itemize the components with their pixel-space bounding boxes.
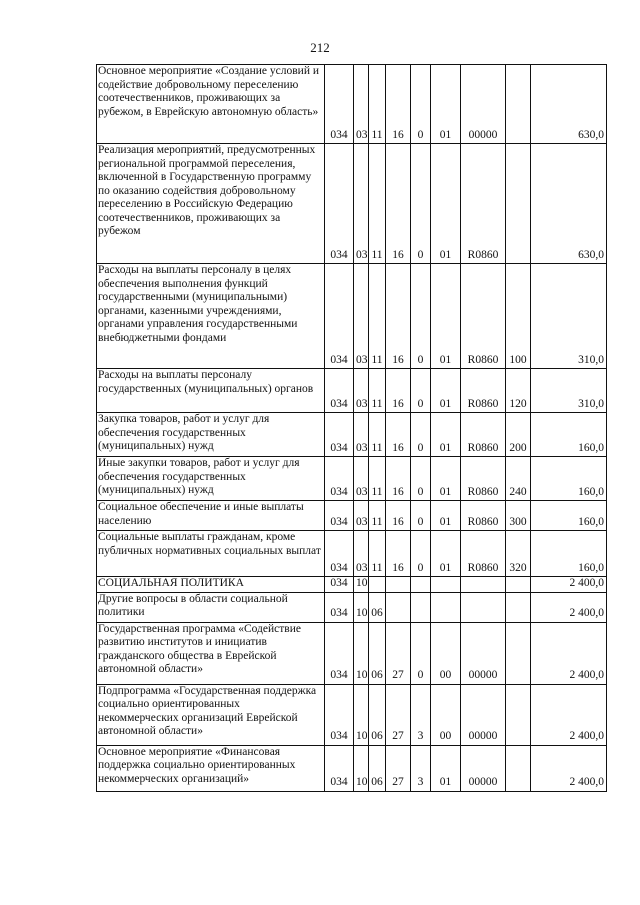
program-code-cell bbox=[386, 577, 411, 593]
ministry-code-cell: 034 bbox=[325, 65, 354, 144]
program-code-cell: 16 bbox=[386, 144, 411, 264]
item-name-cell: Закупка товаров, работ и услуг для обеспечения государственных (муниципальных) нужд bbox=[97, 413, 325, 457]
subprogram-code-cell: 0 bbox=[411, 369, 431, 413]
direction-code-cell bbox=[461, 592, 506, 622]
item-name-cell: Реализация мероприятий, предусмотренных региональной программой переселения, включенной в Государственную программу по оказанию содействия добровольному переселению в Российскую Федерацию соотечественников, проживающих за рубежом bbox=[97, 144, 325, 264]
event-code-cell: 01 bbox=[431, 65, 461, 144]
program-code-cell: 27 bbox=[386, 745, 411, 791]
subprogram-code-cell: 0 bbox=[411, 144, 431, 264]
subsection-cell: 06 bbox=[369, 592, 386, 622]
item-name-cell: Социальные выплаты гражданам, кроме публичных нормативных социальных выплат bbox=[97, 531, 325, 577]
expense-type-cell: 120 bbox=[506, 369, 531, 413]
subprogram-code-cell bbox=[411, 592, 431, 622]
item-name-cell: Основное мероприятие «Финансовая поддержка социально ориентированных некоммерческих организаций» bbox=[97, 745, 325, 791]
subprogram-code-cell: 3 bbox=[411, 745, 431, 791]
subsection-cell: 06 bbox=[369, 745, 386, 791]
ministry-code-cell: 034 bbox=[325, 531, 354, 577]
subprogram-code-cell: 3 bbox=[411, 684, 431, 745]
amount-cell: 160,0 bbox=[531, 531, 607, 577]
section-cell: 03 bbox=[354, 369, 369, 413]
ministry-code-cell: 034 bbox=[325, 457, 354, 501]
table-row bbox=[97, 65, 607, 144]
item-name-cell: Расходы на выплаты персоналу в целях обеспечения выполнения функций государственными (муниципальными) органами, казенными учреждениями, органами управления государственными внебюджетными фондами bbox=[97, 264, 325, 369]
table-row bbox=[97, 501, 607, 531]
subsection-cell: 11 bbox=[369, 531, 386, 577]
amount-cell: 160,0 bbox=[531, 501, 607, 531]
direction-code-cell: R0860 bbox=[461, 369, 506, 413]
subsection-cell: 11 bbox=[369, 264, 386, 369]
item-name-cell: Другие вопросы в области социальной политики bbox=[97, 592, 325, 622]
table-row bbox=[97, 369, 607, 413]
event-code-cell: 01 bbox=[431, 531, 461, 577]
direction-code-cell: 00000 bbox=[461, 684, 506, 745]
ministry-code-cell: 034 bbox=[325, 684, 354, 745]
program-code-cell: 16 bbox=[386, 501, 411, 531]
subprogram-code-cell: 0 bbox=[411, 501, 431, 531]
table-row bbox=[97, 684, 607, 745]
table-row bbox=[97, 264, 607, 369]
ministry-code-cell: 034 bbox=[325, 264, 354, 369]
expense-type-cell bbox=[506, 577, 531, 593]
subprogram-code-cell: 0 bbox=[411, 457, 431, 501]
table-row bbox=[97, 592, 607, 622]
program-code-cell: 16 bbox=[386, 457, 411, 501]
amount-cell: 2 400,0 bbox=[531, 577, 607, 593]
item-name-cell: СОЦИАЛЬНАЯ ПОЛИТИКА bbox=[97, 577, 325, 593]
table-row bbox=[97, 622, 607, 684]
expense-type-cell bbox=[506, 684, 531, 745]
subsection-cell: 06 bbox=[369, 622, 386, 684]
event-code-cell: 01 bbox=[431, 745, 461, 791]
section-cell: 03 bbox=[354, 457, 369, 501]
item-name-cell: Иные закупки товаров, работ и услуг для обеспечения государственных (муниципальных) нужд bbox=[97, 457, 325, 501]
subprogram-code-cell: 0 bbox=[411, 413, 431, 457]
section-cell: 03 bbox=[354, 413, 369, 457]
table-body bbox=[97, 65, 607, 792]
program-code-cell: 16 bbox=[386, 413, 411, 457]
direction-code-cell: 00000 bbox=[461, 65, 506, 144]
expense-type-cell: 320 bbox=[506, 531, 531, 577]
event-code-cell: 01 bbox=[431, 144, 461, 264]
direction-code-cell: R0860 bbox=[461, 531, 506, 577]
expense-type-cell bbox=[506, 144, 531, 264]
table-row bbox=[97, 413, 607, 457]
program-code-cell: 16 bbox=[386, 65, 411, 144]
amount-cell: 2 400,0 bbox=[531, 622, 607, 684]
direction-code-cell: R0860 bbox=[461, 264, 506, 369]
subsection-cell: 11 bbox=[369, 144, 386, 264]
section-cell: 03 bbox=[354, 264, 369, 369]
direction-code-cell: R0860 bbox=[461, 413, 506, 457]
subprogram-code-cell: 0 bbox=[411, 531, 431, 577]
direction-code-cell: R0860 bbox=[461, 144, 506, 264]
program-code-cell: 16 bbox=[386, 369, 411, 413]
item-name-cell: Подпрограмма «Государственная поддержка социально ориентированных некоммерческих организаций Еврейской автономной области» bbox=[97, 684, 325, 745]
event-code-cell: 00 bbox=[431, 622, 461, 684]
expense-type-cell bbox=[506, 745, 531, 791]
section-cell: 03 bbox=[354, 531, 369, 577]
subsection-cell: 11 bbox=[369, 413, 386, 457]
ministry-code-cell: 034 bbox=[325, 369, 354, 413]
page-number: 212 bbox=[310, 40, 330, 55]
expense-type-cell: 300 bbox=[506, 501, 531, 531]
subsection-cell: 11 bbox=[369, 457, 386, 501]
amount-cell: 630,0 bbox=[531, 65, 607, 144]
program-code-cell: 27 bbox=[386, 684, 411, 745]
program-code-cell: 27 bbox=[386, 622, 411, 684]
amount-cell: 310,0 bbox=[531, 264, 607, 369]
section-cell: 10 bbox=[354, 577, 369, 593]
event-code-cell: 01 bbox=[431, 457, 461, 501]
event-code-cell: 01 bbox=[431, 264, 461, 369]
amount-cell: 2 400,0 bbox=[531, 745, 607, 791]
direction-code-cell: R0860 bbox=[461, 501, 506, 531]
expense-type-cell: 100 bbox=[506, 264, 531, 369]
program-code-cell: 16 bbox=[386, 531, 411, 577]
expense-type-cell bbox=[506, 65, 531, 144]
program-code-cell: 16 bbox=[386, 264, 411, 369]
item-name-cell: Социальное обеспечение и иные выплаты населению bbox=[97, 501, 325, 531]
subprogram-code-cell bbox=[411, 577, 431, 593]
event-code-cell: 01 bbox=[431, 369, 461, 413]
event-code-cell bbox=[431, 577, 461, 593]
expense-type-cell: 200 bbox=[506, 413, 531, 457]
event-code-cell: 00 bbox=[431, 684, 461, 745]
amount-cell: 2 400,0 bbox=[531, 684, 607, 745]
subsection-cell bbox=[369, 577, 386, 593]
subprogram-code-cell: 0 bbox=[411, 622, 431, 684]
subsection-cell: 06 bbox=[369, 684, 386, 745]
section-cell: 10 bbox=[354, 745, 369, 791]
table-row bbox=[97, 457, 607, 501]
item-name-cell: Расходы на выплаты персоналу государственных (муниципальных) органов bbox=[97, 369, 325, 413]
table-row bbox=[97, 577, 607, 593]
item-name-cell: Государственная программа «Содействие развитию институтов и инициатив гражданского общества в Еврейской автономной области» bbox=[97, 622, 325, 684]
ministry-code-cell: 034 bbox=[325, 413, 354, 457]
table-row bbox=[97, 144, 607, 264]
amount-cell: 310,0 bbox=[531, 369, 607, 413]
direction-code-cell: R0860 bbox=[461, 457, 506, 501]
amount-cell: 160,0 bbox=[531, 457, 607, 501]
expense-type-cell bbox=[506, 622, 531, 684]
subsection-cell: 11 bbox=[369, 501, 386, 531]
ministry-code-cell: 034 bbox=[325, 622, 354, 684]
ministry-code-cell: 034 bbox=[325, 501, 354, 531]
event-code-cell: 01 bbox=[431, 501, 461, 531]
ministry-code-cell: 034 bbox=[325, 745, 354, 791]
amount-cell: 630,0 bbox=[531, 144, 607, 264]
expense-type-cell: 240 bbox=[506, 457, 531, 501]
section-cell: 10 bbox=[354, 592, 369, 622]
section-cell: 03 bbox=[354, 65, 369, 144]
subprogram-code-cell: 0 bbox=[411, 65, 431, 144]
ministry-code-cell: 034 bbox=[325, 577, 354, 593]
table-row bbox=[97, 531, 607, 577]
section-cell: 10 bbox=[354, 622, 369, 684]
section-cell: 03 bbox=[354, 501, 369, 531]
direction-code-cell bbox=[461, 577, 506, 593]
amount-cell: 160,0 bbox=[531, 413, 607, 457]
subsection-cell: 11 bbox=[369, 369, 386, 413]
ministry-code-cell: 034 bbox=[325, 592, 354, 622]
direction-code-cell: 00000 bbox=[461, 622, 506, 684]
budget-table bbox=[96, 64, 607, 792]
subsection-cell: 11 bbox=[369, 65, 386, 144]
section-cell: 10 bbox=[354, 684, 369, 745]
amount-cell: 2 400,0 bbox=[531, 592, 607, 622]
ministry-code-cell: 034 bbox=[325, 144, 354, 264]
event-code-cell bbox=[431, 592, 461, 622]
subprogram-code-cell: 0 bbox=[411, 264, 431, 369]
direction-code-cell: 00000 bbox=[461, 745, 506, 791]
section-cell: 03 bbox=[354, 144, 369, 264]
program-code-cell bbox=[386, 592, 411, 622]
item-name-cell: Основное мероприятие «Создание условий и содействие добровольному переселению соотечественников, проживающих за рубежом, в Еврейскую автономную область» bbox=[97, 65, 325, 144]
event-code-cell: 01 bbox=[431, 413, 461, 457]
expense-type-cell bbox=[506, 592, 531, 622]
table-row bbox=[97, 745, 607, 791]
